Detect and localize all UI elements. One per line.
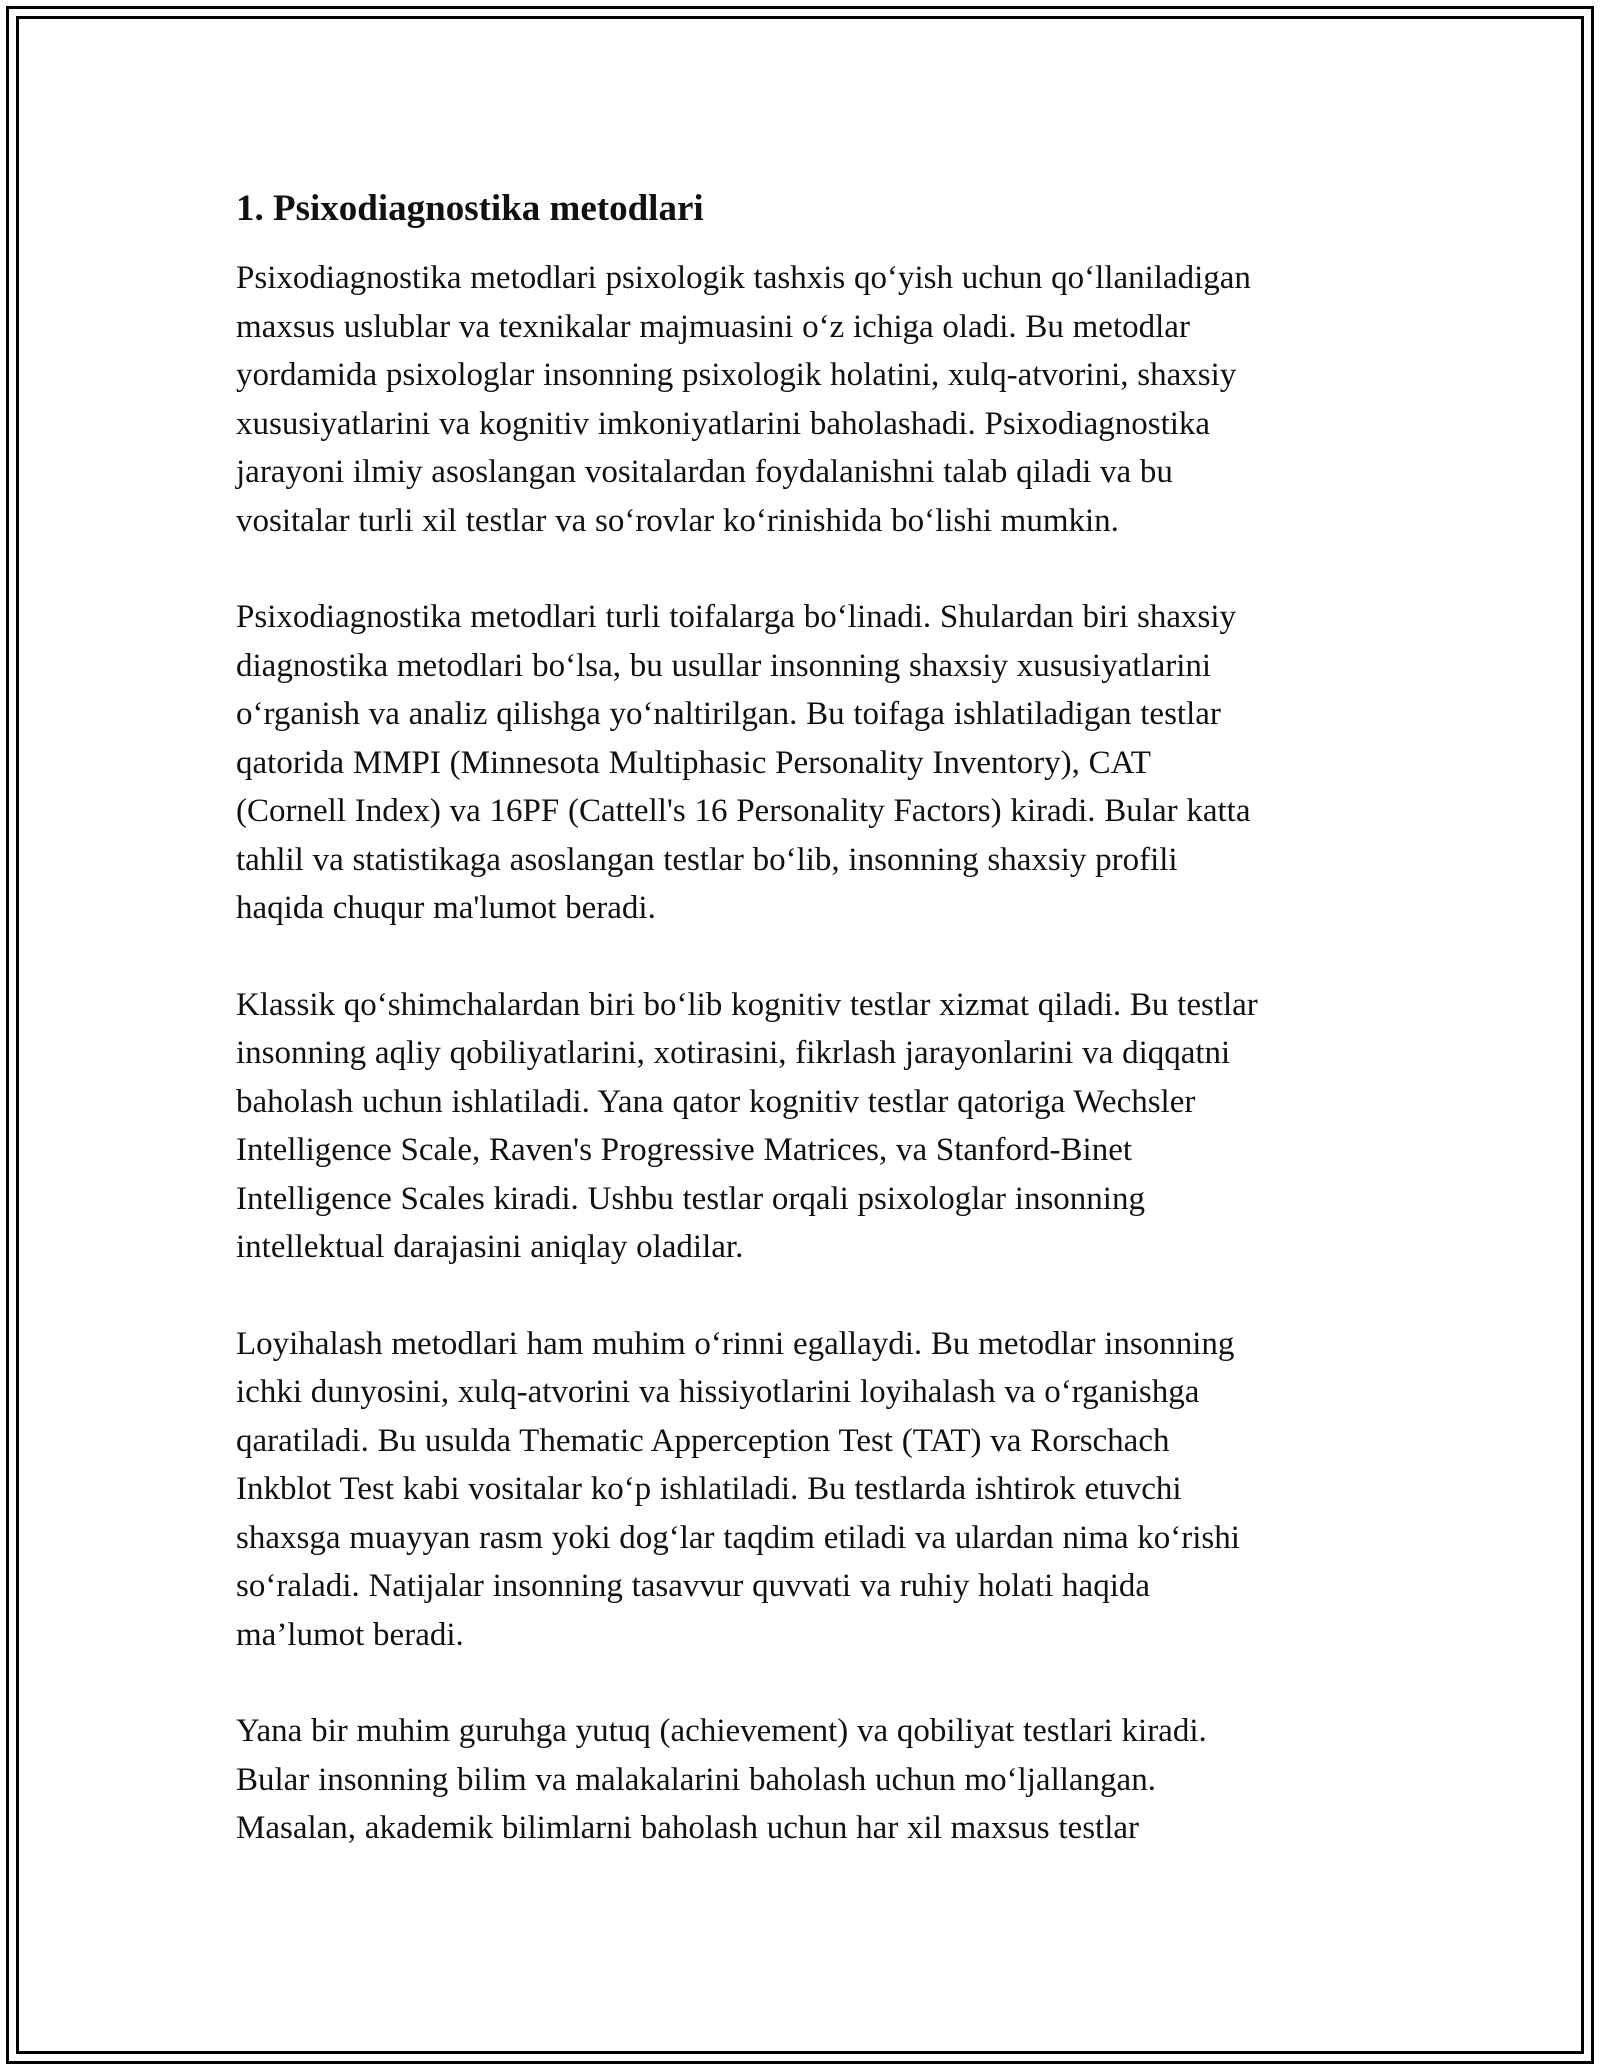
- paragraph-projective-methods: [236, 1320, 1386, 1660]
- text-line: Psixodiagnostika metodlari turli toifalarga bo‘linadi. Shulardan biri shaxsiy: [236, 599, 1237, 635]
- text-line: diagnostika metodlari bo‘lsa, bu usullar insonning shaxsiy xususiyatlarini: [236, 647, 1212, 684]
- text-line: o‘rganish va analiz qilishga yo‘naltirilgan. Bu toifaga ishlatiladigan testlar: [236, 696, 1221, 732]
- text-line: haqida chuqur ma'lumot beradi.: [236, 890, 656, 926]
- text-line: insonning aqliy qobiliyatlarini, xotirasini, fikrlash jarayonlarini va diqqatni: [236, 1035, 1231, 1071]
- section-heading: 1. Psixodiagnostika metodlari: [236, 188, 704, 229]
- paragraph-cognitive-tests: [236, 981, 1386, 1272]
- text-line: Yana bir muhim guruhga yutuq (achievement) va qobiliyat testlari kiradi.: [236, 1713, 1207, 1749]
- paragraph-achievement-tests: [236, 1707, 1386, 1853]
- text-line: intellektual darajasini aniqlay oladilar.: [236, 1229, 744, 1265]
- text-line: ichki dunyosini, xulq-atvorini va hissiyotlarini loyihalash va o‘rganishga: [236, 1374, 1200, 1410]
- text-line: baholash uchun ishlatiladi. Yana qator kognitiv testlar qatoriga Wechsler: [236, 1083, 1196, 1120]
- text-line: tahlil va statistikaga asoslangan testlar bo‘lib, insonning shaxsiy profili: [236, 841, 1178, 878]
- text-line: Inkblot Test kabi vositalar ko‘p ishlatiladi. Bu testlarda ishtirok etuvchi: [236, 1471, 1182, 1507]
- text-line: Klassik qo‘shimchalardan biri bo‘lib kognitiv testlar xizmat qiladi. Bu testlar: [236, 986, 1258, 1023]
- text-line: Bular insonning bilim va malakalarini baholash uchun mo‘ljallangan.: [236, 1761, 1156, 1798]
- text-line: (Cornell Index) va 16PF (Cattell's 16 Personality Factors) kiradi. Bular katta: [236, 793, 1251, 829]
- text-line: Masalan, akademik bilimlarni baholash uchun har xil maxsus testlar: [236, 1810, 1140, 1846]
- paragraph-personality-methods: [236, 593, 1386, 933]
- text-line: maxsus uslublar va texnikalar majmuasini o‘z ichiga oladi. Bu metodlar: [236, 308, 1190, 345]
- text-line: so‘raladi. Natijalar insonning tasavvur quvvati va ruhiy holati haqida: [236, 1568, 1151, 1604]
- text-line: jarayoni ilmiy asoslangan vositalardan foydalanishni talab qiladi va bu: [236, 454, 1173, 490]
- text-line: Intelligence Scale, Raven's Progressive Matrices, va Stanford-Binet: [236, 1132, 1133, 1168]
- text-line: Intelligence Scales kiradi. Ushbu testlar orqali psixologlar insonning: [236, 1180, 1145, 1217]
- text-line: ma’lumot beradi.: [236, 1616, 464, 1653]
- document-body: [236, 185, 1386, 1901]
- text-line: qaratiladi. Bu usulda Thematic Apperception Test (TAT) va Rorschach: [236, 1422, 1170, 1459]
- text-line: shaxsga muayyan rasm yoki dog‘lar taqdim etiladi va ulardan nima ko‘rishi: [236, 1519, 1240, 1556]
- text-line: yordamida psixologlar insonning psixologik holatini, xulq-atvorini, shaxsiy: [236, 357, 1237, 393]
- text-line: xususiyatlarini va kognitiv imkoniyatlarini baholashadi. Psixodiagnostika: [236, 405, 1211, 442]
- text-line: qatorida MMPI (Minnesota Multiphasic Personality Inventory), CAT: [236, 744, 1151, 781]
- paragraph-intro: [236, 254, 1386, 545]
- text-line: Loyihalash metodlari ham muhim o‘rinni egallaydi. Bu metodlar insonning: [236, 1325, 1235, 1362]
- text-line: vositalar turli xil testlar va so‘rovlar ko‘rinishida bo‘lishi mumkin.: [236, 502, 1119, 539]
- text-line: Psixodiagnostika metodlari psixologik tashxis qo‘yish uchun qo‘llaniladigan: [236, 260, 1251, 296]
